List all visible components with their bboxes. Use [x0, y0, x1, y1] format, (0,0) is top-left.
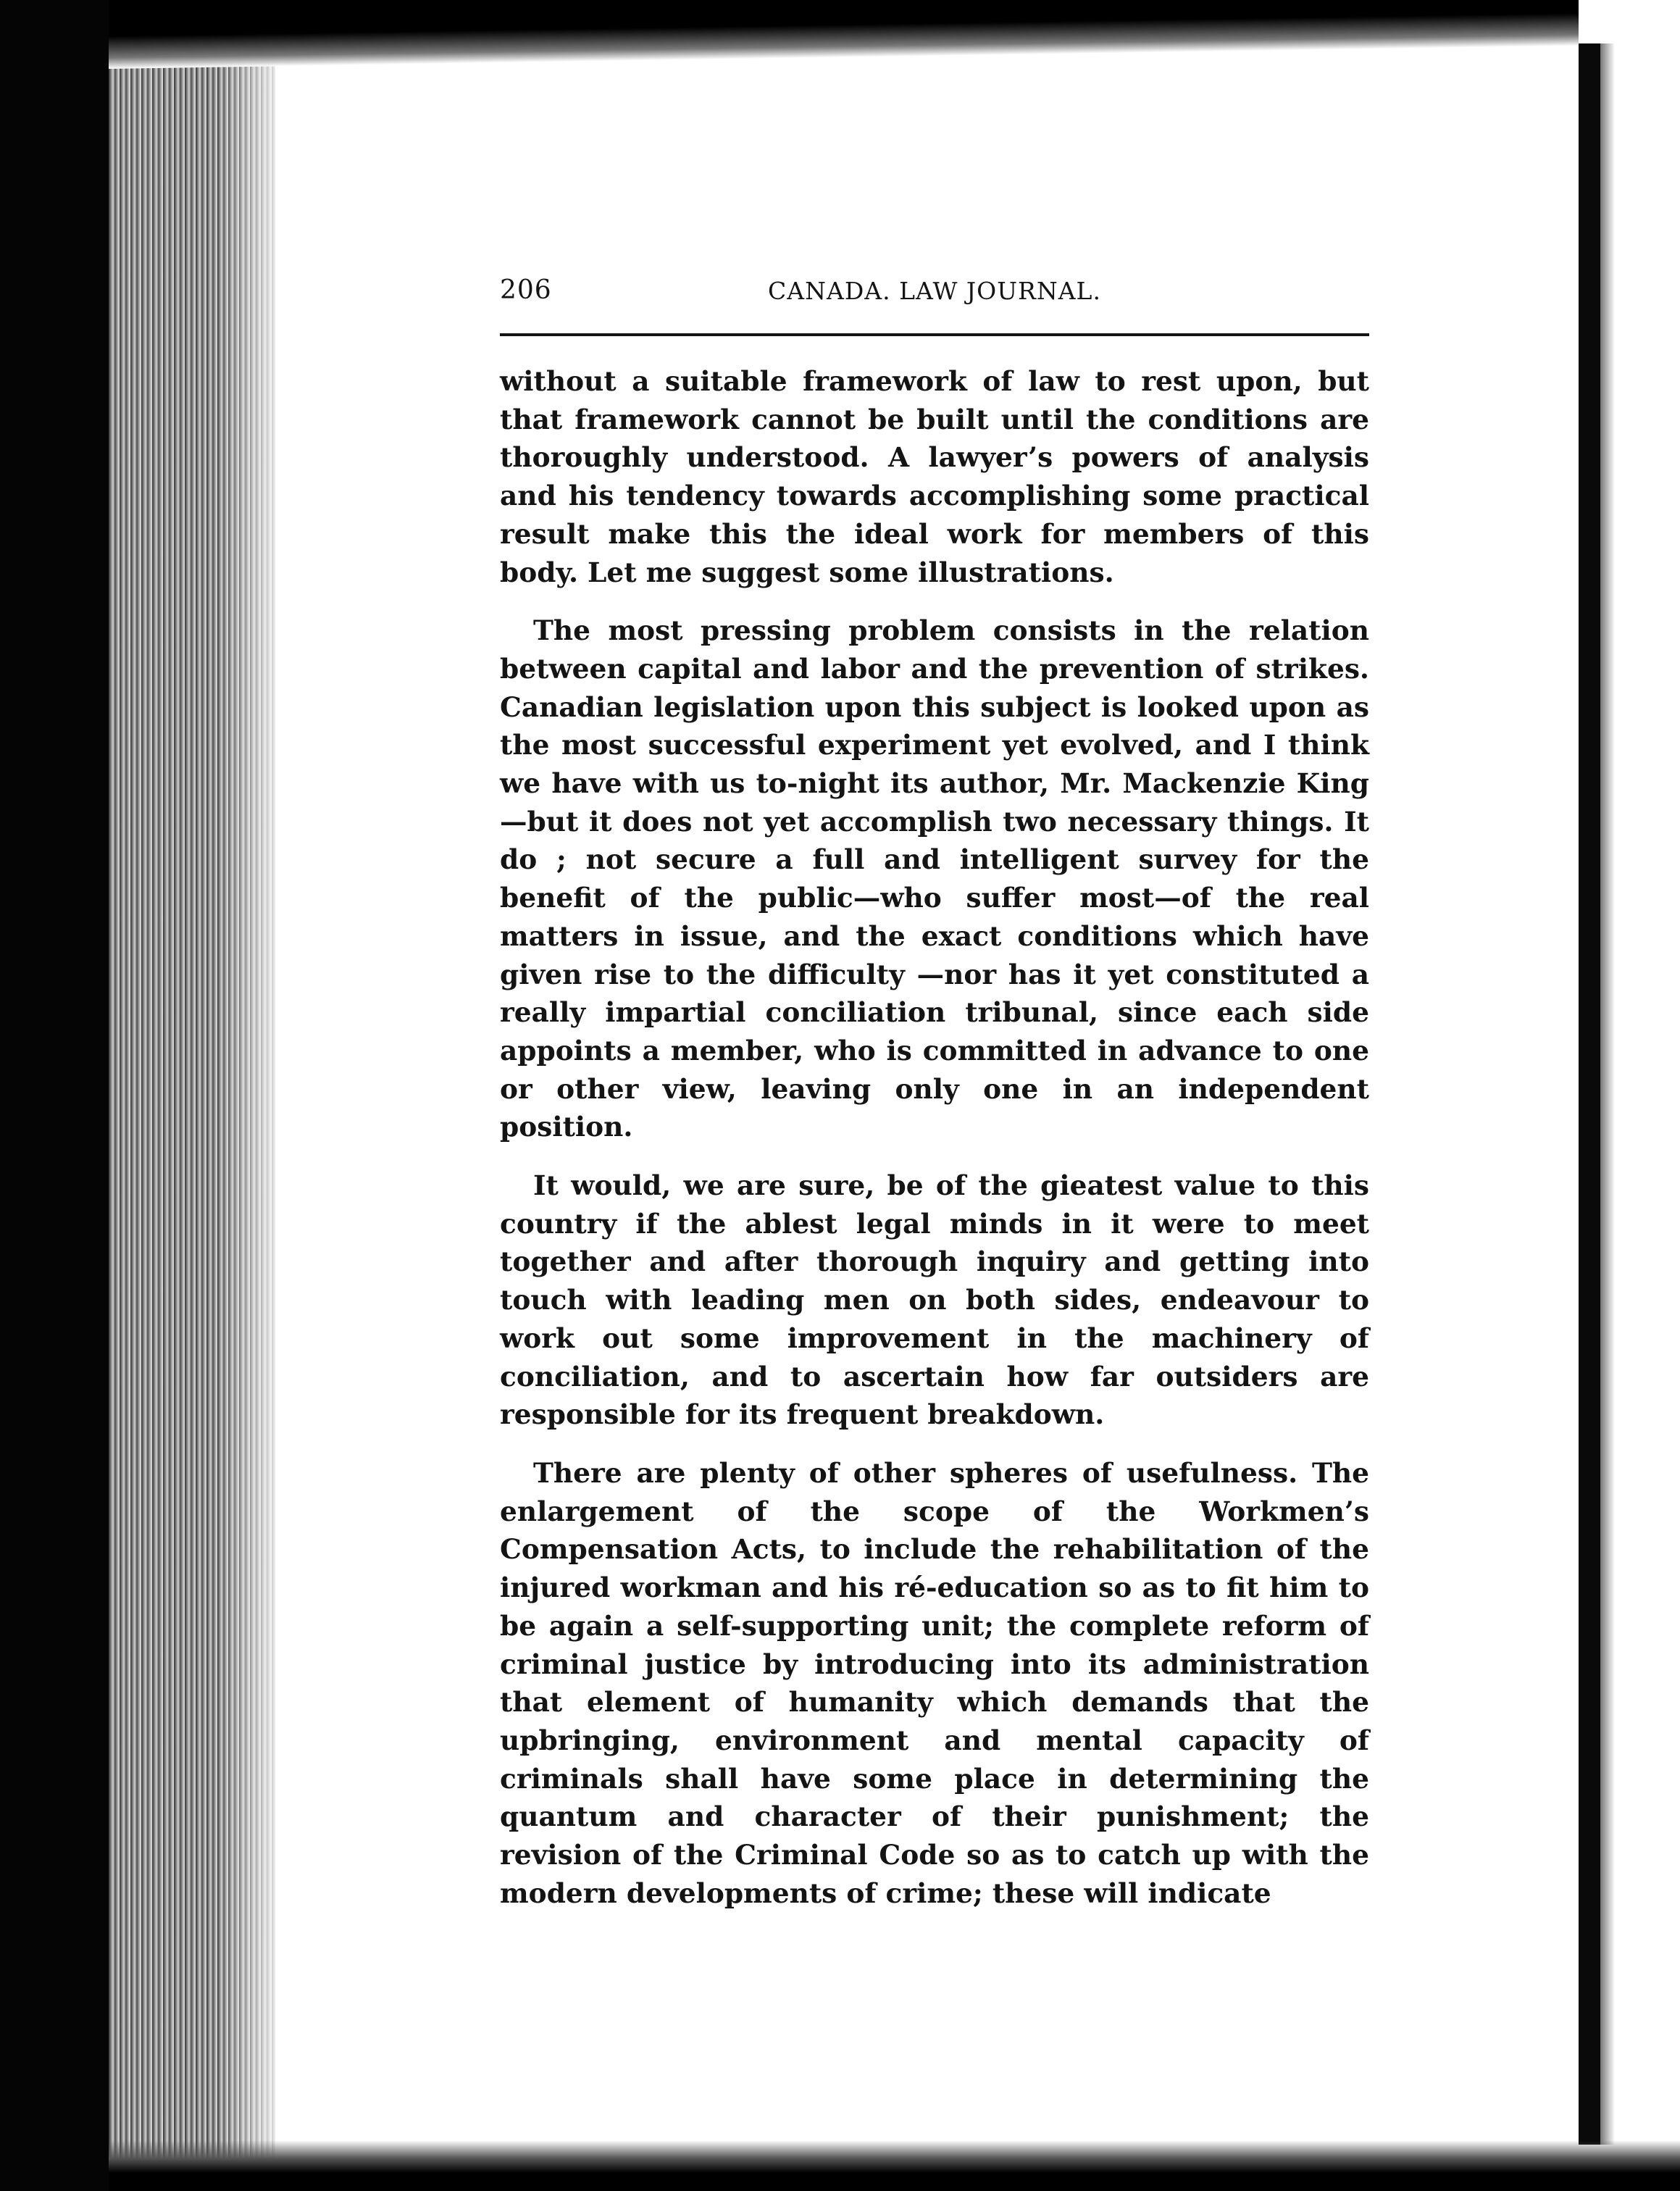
scan-border-left: [0, 0, 109, 2191]
book-page: [500, 275, 1369, 1932]
scan-border-right: [1579, 0, 1680, 2191]
journal-title: CANADA. LAW JOURNAL.: [768, 277, 1101, 305]
paragraph: The most pressing problem consists in the relation between capital and labor and the prevention of strikes. Canadian legislation upon this subject is looked upon as the most successful experiment yet evolved, and I think we have with us to-night its author, Mr. Mackenzie King—but it does not yet accomplish two necessary things. It do ; not secure a full and intelligent survey for the benefit of the public—who suffer most—of the real matters in issue, and the exact conditions which have given rise to the difficulty —nor has it yet constituted a really impartial conciliation tribunal, since each side appoints a member, who is committed in advance to one or other view, leaving only one in an independent position.: [500, 614, 1369, 1143]
right-edge-shade: [1600, 43, 1615, 2145]
scan-border-bottom: [109, 2140, 1680, 2191]
scan-border-top: [109, 0, 1680, 69]
page-edges-shadow: [217, 0, 290, 2191]
page-number: 206: [500, 275, 552, 305]
body-text: [500, 362, 1369, 1912]
paragraph: without a suitable framework of law to rest upon, but that framework cannot be built until the conditions are thoroughly understood. A lawyer’s powers of analysis and his tendency towards accomplishing some practical result make this the ideal work for members of this body. Let me suggest some illustrations.: [500, 365, 1369, 588]
paragraph: There are plenty of other spheres of usefulness. The enlargement of the scope of the Workmen’s Compensation Acts, to include the rehabilitation of the injured workman and his ré-education so as to fit him to be again a self-supporting unit; the complete reform of criminal justice by introducing into its administration that element of humanity which demands that the upbringing, environment and mental capacity of criminals shall have some place in determining the quantum and character of their punishment; the revision of the Criminal Code so as to catch up with the modern developments of crime; these will indicate: [500, 1456, 1369, 1909]
running-head: [500, 275, 1369, 319]
header-rule: [500, 333, 1369, 336]
paragraph: It would, we are sure, be of the gieatest value to this country if the ablest legal minds in it were to meet together and after thorough inquiry and getting into touch with leading men on both sides, endeavour to work out some improvement in the machinery of conciliation, and to ascertain how far outsiders are responsible for its frequent breakdown.: [500, 1169, 1369, 1431]
right-edge-bar: [1579, 43, 1600, 2145]
